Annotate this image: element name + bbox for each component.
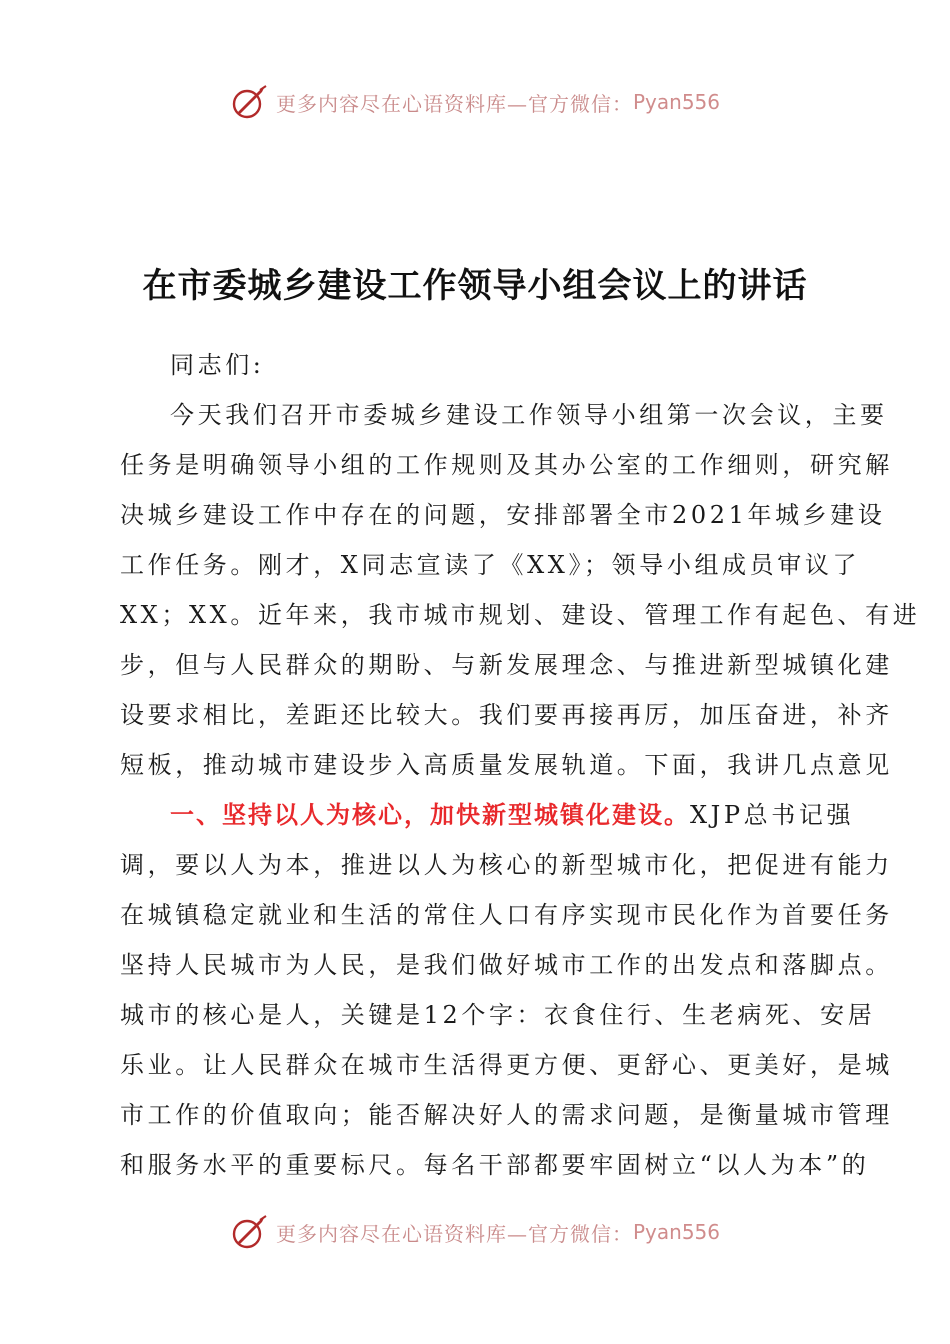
- greeting: 同志们:: [170, 351, 265, 379]
- document-title: 在市委城乡建设工作领导小组会议上的讲话: [142, 266, 808, 306]
- paragraph-line: 短板，推动城市建设步入高质量发展轨道。下面，我讲几点意见: [120, 751, 893, 779]
- paragraph-line: XX；XX。近年来，我市城市规划、建设、管理工作有起色、有进: [120, 601, 921, 629]
- document-body: [120, 340, 921, 1190]
- banner-text: 更多内容尽在心语资料库—官方微信：: [275, 91, 633, 116]
- banner-wechat-handle: Pyan556: [632, 90, 720, 114]
- paragraph-line: 城市的核心是人，关键是12个字：衣食住行、生老病死、安居: [120, 1001, 876, 1029]
- paragraph-line: 今天我们召开市委城乡建设工作领导小组第一次会议，主要: [170, 401, 888, 429]
- paragraph-line: 步，但与人民群众的期盼、与新发展理念、与推进新型城镇化建: [120, 651, 893, 679]
- banner-wechat-handle: Pyan556: [632, 1220, 720, 1244]
- paragraph-line: 工作任务。刚才，X同志宣读了《XX》；领导小组成员审议了: [120, 551, 861, 579]
- paragraph-line: 坚持人民城市为人民，是我们做好城市工作的出发点和落脚点。: [120, 951, 893, 979]
- paragraph-line: 设要求相比，差距还比较大。我们要再接再厉，加压奋进，补齐: [120, 701, 893, 729]
- paragraph-line: 市工作的价值取向；能否解决好人的需求问题，是衡量城市管理: [120, 1101, 893, 1129]
- paragraph-line: 调，要以人为本，推进以人为核心的新型城市化，把促进有能力: [120, 851, 893, 879]
- section-heading: 一、坚持以人为核心，加快新型城镇化建设。: [170, 801, 690, 829]
- paragraph-line: 乐业。让人民群众在城市生活得更方便、更舒心、更美好，是城: [120, 1051, 893, 1079]
- section-lead-text: XJP总书记强: [690, 801, 855, 829]
- section-heading-line: [120, 790, 855, 840]
- pen-logo-icon: [230, 1212, 270, 1252]
- footer-watermark-banner: [0, 1210, 950, 1254]
- paragraph-line: 决城乡建设工作中存在的问题，安排部署全市2021年城乡建设: [120, 501, 886, 529]
- banner-text: 更多内容尽在心语资料库—官方微信：: [275, 1221, 633, 1246]
- paragraph-line: 和服务水平的重要标尺。每名干部都要牢固树立“以人为本”的: [120, 1151, 870, 1179]
- paragraph-line: 在城镇稳定就业和生活的常住人口有序实现市民化作为首要任务: [120, 901, 893, 929]
- header-watermark-banner: [0, 80, 950, 124]
- paragraph-line: 任务是明确领导小组的工作规则及其办公室的工作细则，研究解: [120, 451, 893, 479]
- pen-logo-icon: [230, 82, 270, 122]
